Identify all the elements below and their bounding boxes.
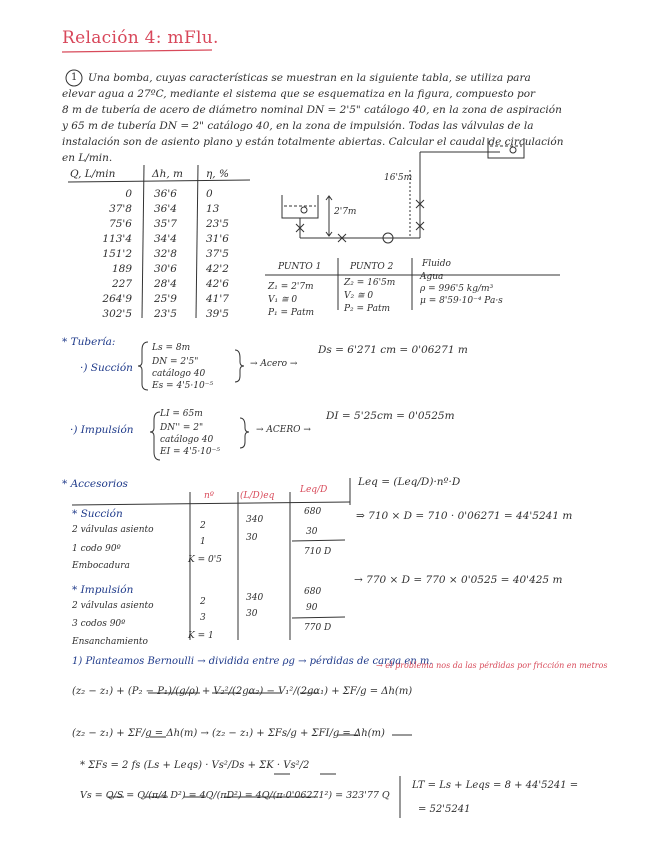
pump-cell: 0 — [206, 188, 213, 200]
problem-line: instalación son de asiento plano y están totalmente abiertas. Calcular el caudal de circulación — [62, 136, 564, 148]
bernoulli-eq4: Vs = Q/S = Q/(π/4 D²) = 4Q/(πD²) = 4Q/(π·0'06271²) = 323'77 Q — [80, 790, 390, 801]
succion-data: DN = 2'5" — [152, 357, 199, 367]
problem-number: 1 — [71, 72, 78, 83]
acc-leq: 680 — [304, 507, 322, 517]
acc-k: K = 1 — [188, 631, 214, 641]
point2-value: V₂ ≅ 0 — [344, 291, 374, 301]
leq-formula: Leq = (Leq/D)·nº·D — [358, 476, 461, 488]
title-underline — [62, 50, 212, 52]
pump-cell: 151'2 — [102, 248, 132, 260]
impulsion-material: → ACERO → — [256, 425, 311, 435]
point2-value: Z₂ = 16'5m — [344, 278, 396, 288]
impulsion-data: DN'' = 2" — [160, 423, 204, 433]
pump-cell: 37'8 — [109, 203, 132, 215]
point1-value: V₁ ≅ 0 — [268, 295, 298, 305]
succion-label: ·) Succión — [80, 362, 133, 374]
acc-count: 2 — [200, 597, 206, 607]
acc-leq: 90 — [306, 603, 318, 613]
acc-item: 1 codo 90º — [72, 544, 121, 554]
acc-ld: 30 — [246, 533, 258, 543]
installation-figure — [282, 138, 524, 243]
acc-impulsion-label: * Impulsión — [72, 584, 134, 596]
acc-succion-result: ⇒ 710 × D = 710 · 0'06271 = 44'5241 m — [356, 510, 573, 522]
acc-item: 3 codos 90º — [72, 619, 126, 629]
pump-cell: 35'7 — [154, 218, 177, 230]
bernoulli-eq3: * ΣFs = 2 fs (Ls + Leqs) · Vs²/Ds + ΣK · Vs²/2 — [80, 760, 310, 771]
total-length-value: = 52'5241 — [418, 804, 471, 815]
pump-cell: 30'6 — [154, 263, 177, 275]
succion-data: Ls = 8m — [152, 343, 191, 353]
impulsion-data: EI = 4'5·10⁻⁵ — [160, 447, 220, 457]
pump-cell: 25'9 — [154, 293, 177, 305]
points-header: PUNTO 2 — [350, 262, 394, 272]
points-header: Fluido — [422, 259, 451, 269]
pump-cell: 34'4 — [154, 233, 177, 245]
accesorios-col-header: Leq/D — [300, 485, 328, 495]
acc-item: Ensanchamiento — [72, 637, 148, 647]
total-length-eq: LT = Ls + Leqs = 8 + 44'5241 = — [412, 780, 579, 791]
acc-leq: 30 — [306, 527, 318, 537]
pump-table-header: Q, L/min — [70, 168, 116, 180]
problem-line: elevar agua a 27ºC, mediante el sistema que se esquematiza en la figura, compuesto por — [62, 88, 536, 100]
succion-diameter: Ds = 6'271 cm = 0'06271 m — [318, 344, 468, 356]
acc-k: K = 0'5 — [188, 555, 222, 565]
pump-cell: 227 — [111, 278, 132, 290]
acc-leq: 680 — [304, 587, 322, 597]
succion-data: catálogo 40 — [152, 369, 206, 379]
acc-count: 2 — [200, 521, 206, 531]
bernoulli-heading: 1) Planteamos Bernoulli → dividida entre ρg → pérdidas de carga en m. — [72, 656, 433, 667]
pump-cell: 189 — [111, 263, 132, 275]
bernoulli-eq1: (z₂ − z₁) + (P₂ − P₁)/(g/ρ) + V₂²/(2gα₂) − V₁²/(2gα₁) + ΣF/g = Δh(m) — [72, 686, 413, 697]
acc-item: 2 válvulas asiento — [72, 601, 154, 611]
figure-depth-label: 2'7m — [334, 207, 357, 217]
pump-cell: 23'5 — [154, 308, 177, 320]
problem-line: y 65 m de tubería DN = 2" catálogo 40, en la zona de impulsión. Todas las válvulas de la — [62, 120, 534, 132]
acc-count: 3 — [200, 613, 206, 623]
acc-item: 2 válvulas asiento — [72, 525, 154, 535]
accesorios-heading: * Accesorios — [62, 478, 128, 490]
pump-cell: 113'4 — [102, 233, 132, 245]
fluid-value: ρ = 996'5 kg/m³ — [420, 284, 494, 294]
point1-value: Z₁ = 2'7m — [268, 282, 314, 292]
acc-count: 1 — [200, 537, 206, 547]
accesorios-col-header: (L/D)eq — [240, 491, 275, 501]
impulsion-diameter: DI = 5'25cm = 0'0525m — [326, 410, 455, 422]
acc-impulsion-result: → 770 × D = 770 × 0'0525 = 40'425 m — [354, 574, 563, 586]
problem-line: Una bomba, cuyas características se muestran en la siguiente tabla, se utiliza para — [88, 72, 531, 84]
pump-cell: 302'5 — [102, 308, 132, 320]
pump-cell: 41'7 — [206, 293, 229, 305]
impulsion-data: catálogo 40 — [160, 435, 214, 445]
pump-cell: 36'4 — [154, 203, 177, 215]
figure-height-label: 16'5m — [384, 173, 413, 183]
points-header: PUNTO 1 — [278, 262, 322, 272]
pump-cell: 42'2 — [206, 263, 229, 275]
bernoulli-eq2: (z₂ − z₁) + ΣF/g = Δh(m) → (z₂ − z₁) + ΣFs/g + ΣFI/g = Δh(m) — [72, 728, 385, 739]
acc-total: 770 D — [304, 623, 332, 633]
pump-cell: 28'4 — [154, 278, 177, 290]
pump-cell: 13 — [206, 203, 220, 215]
impulsion-data: LI = 65m — [160, 409, 203, 419]
succion-data: Es = 4'5·10⁻⁵ — [152, 381, 214, 391]
pump-table-header: Δh, m — [152, 168, 183, 180]
pump-table-header: η, % — [206, 168, 229, 180]
problem-line: 8 m de tubería de acero de diámetro nominal DN = 2'5" catálogo 40, en la zona de aspiración — [62, 104, 562, 116]
pump-cell: 75'6 — [109, 218, 132, 230]
pump-cell: 37'5 — [206, 248, 229, 260]
page-title: Relación 4: mFlu. — [62, 28, 219, 48]
pump-cell: 264'9 — [102, 293, 132, 305]
acc-ld: 340 — [246, 515, 264, 525]
pump-cell: 23'5 — [206, 218, 229, 230]
pump-cell: 31'6 — [206, 233, 229, 245]
point2-value: P₂ = Patm — [344, 304, 391, 314]
pump-cell: 42'6 — [206, 278, 229, 290]
acc-ld: 30 — [246, 609, 258, 619]
succion-material: → Acero → — [250, 359, 298, 369]
acc-ld: 340 — [246, 593, 264, 603]
pump-cell: 0 — [125, 188, 132, 200]
accesorios-col-header: nº — [204, 491, 215, 501]
bernoulli-note: → el problema nos da las pérdidas por fricción en metros — [376, 661, 608, 670]
fluid-value: Agua — [420, 272, 444, 282]
pump-cell: 39'5 — [206, 308, 229, 320]
problem-line: en L/min. — [62, 152, 113, 164]
acc-total: 710 D — [304, 547, 332, 557]
pump-cell: 32'8 — [154, 248, 177, 260]
impulsion-label: ·) Impulsión — [70, 424, 134, 436]
acc-item: Embocadura — [72, 561, 130, 571]
fluid-value: μ = 8'59·10⁻⁴ Pa·s — [420, 296, 503, 306]
tuberia-heading: * Tubería: — [62, 336, 116, 348]
point1-value: P₁ = Patm — [268, 308, 315, 318]
acc-succion-label: * Succión — [72, 508, 123, 520]
pump-cell: 36'6 — [154, 188, 177, 200]
